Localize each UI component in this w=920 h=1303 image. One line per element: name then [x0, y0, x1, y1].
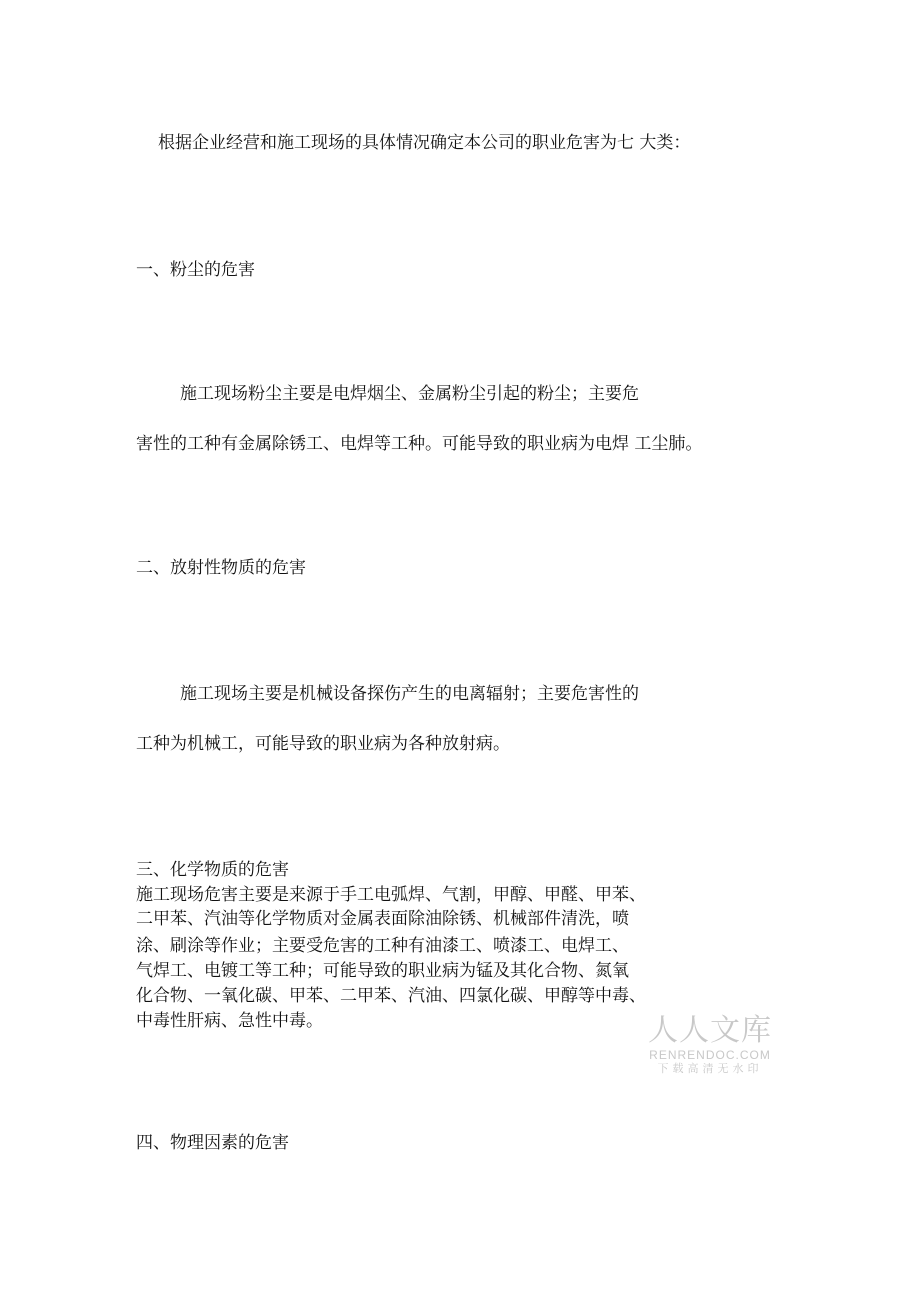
watermark-domain: RENRENDOC.COM — [649, 1048, 771, 1062]
section-heading-physical: 四、物理因素的危害 — [136, 1133, 289, 1153]
chemical-paragraph-line-1: 施工现场危害主要是来源于手工电弧焊、气割，甲醇、甲醛、甲苯、 — [136, 885, 646, 905]
dust-paragraph-line-1: 施工现场粉尘主要是电焊烟尘、金属粉尘引起的粉尘；主要危 — [180, 384, 639, 404]
chemical-paragraph-line-6: 中毒性肝病、急性中毒。 — [136, 1011, 323, 1031]
section-heading-radiation: 二、放射性物质的危害 — [136, 558, 306, 578]
watermark-logo — [640, 1014, 780, 1076]
intro-paragraph: 根据企业经营和施工现场的具体情况确定本公司的职业危害为七 大类： — [158, 133, 691, 153]
dust-paragraph-line-2: 害性的工种有金属除锈工、电焊等工种。可能导致的职业病为电焊 工尘肺。 — [136, 434, 703, 454]
chemical-paragraph-line-5: 化合物、一氧化碳、甲苯、二甲苯、汽油、四氯化碳、甲醇等中毒、 — [136, 986, 646, 1006]
chemical-paragraph-line-2: 二甲苯、汽油等化学物质对金属表面除油除锈、机械部件清洗，喷 — [136, 909, 629, 929]
radiation-paragraph-line-1: 施工现场主要是机械设备探伤产生的电离辐射；主要危害性的 — [180, 684, 639, 704]
radiation-paragraph-line-2: 工种为机械工，可能导致的职业病为各种放射病。 — [136, 734, 510, 754]
section-heading-chemical: 三、化学物质的危害 — [136, 860, 289, 880]
watermark-title: 人人文库 — [648, 1013, 772, 1048]
chemical-paragraph-line-3: 涂、刷涂等作业；主要受危害的工种有油漆工、喷漆工、电焊工、 — [136, 936, 629, 956]
watermark-slogan: 下载高清无水印 — [657, 1062, 763, 1075]
chemical-paragraph-line-4: 气焊工、电镀工等工种；可能导致的职业病为锰及其化合物、氮氧 — [136, 961, 629, 981]
section-heading-dust: 一、粉尘的危害 — [136, 260, 255, 280]
